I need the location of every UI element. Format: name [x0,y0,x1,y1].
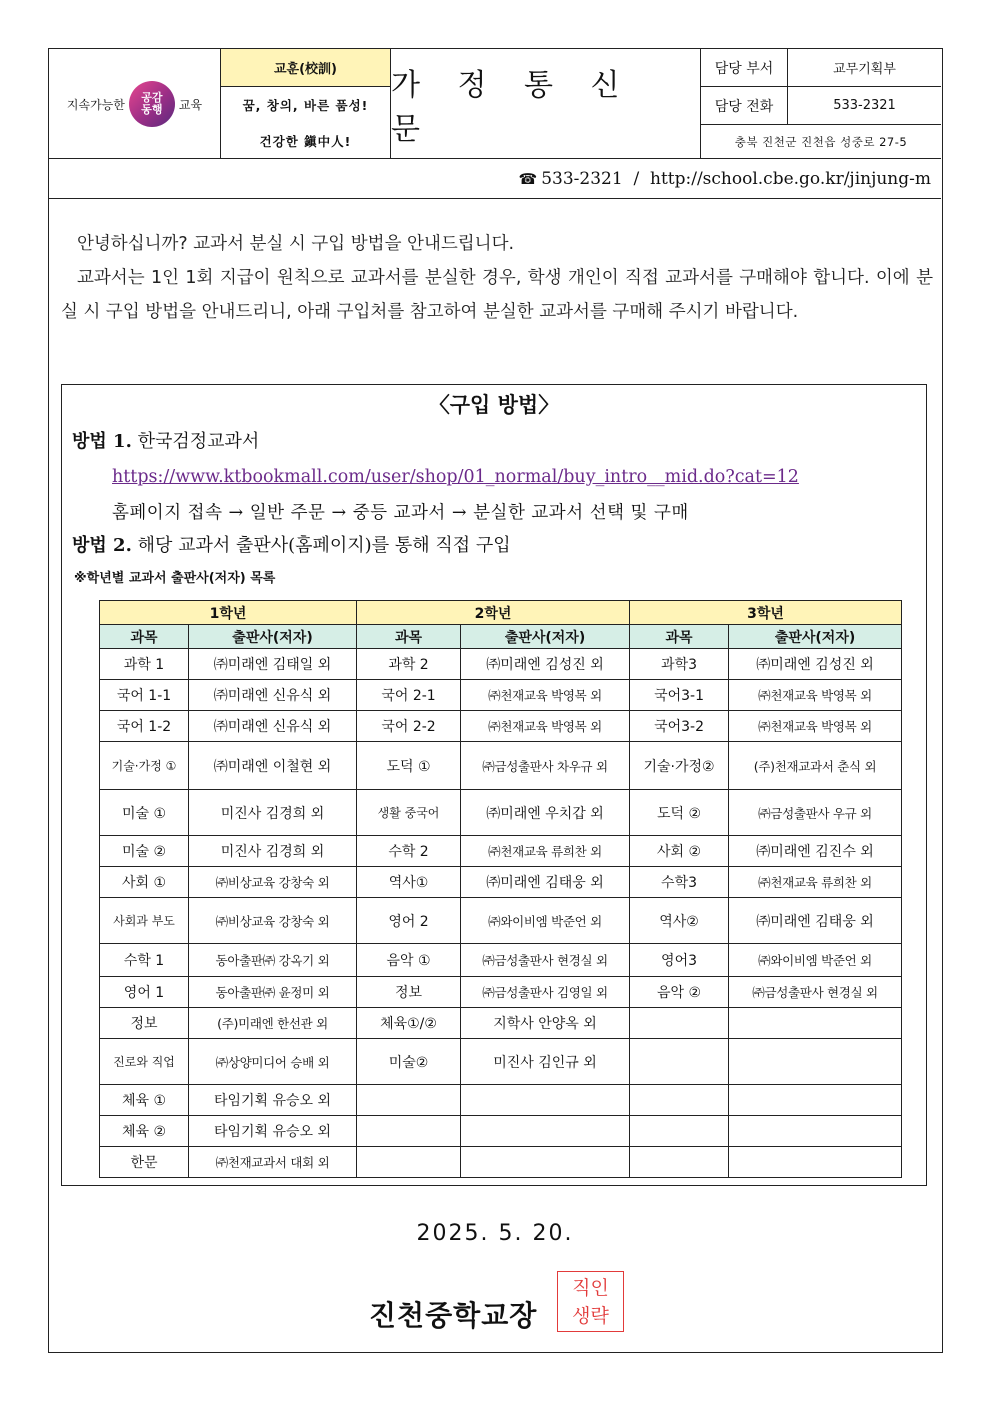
subject-cell: 미술 ② [100,836,189,867]
publisher-cell: ㈜천재교육 박영목 외 [461,680,630,711]
publisher-cell: ㈜천재교육 박영목 외 [729,680,902,711]
publisher-cell: 동아출판㈜ 강옥기 외 [189,944,357,977]
subject-cell [357,1116,461,1147]
principal-signature: 진천중학교장 [369,1299,538,1332]
subject-cell: 음악 ② [630,977,729,1008]
letterhead [49,49,941,159]
telephone-icon: ☎ [518,169,538,188]
subject-cell: 사회 ① [100,867,189,898]
subject-cell: 수학 2 [357,836,461,867]
method-2-text: 해당 교과서 출판사(홈페이지)를 통해 직접 구입 [131,535,511,556]
subject-cell: 국어 1-1 [100,680,189,711]
publisher-cell: 미진사 김인규 외 [461,1039,630,1085]
phone-label: 담당 전화 [701,87,788,124]
table-row [100,649,902,680]
publisher-cell: (주)미래엔 한선관 외 [189,1008,357,1039]
publisher-cell: ㈜미래엔 우치갑 외 [461,790,630,836]
subject-cell: 영어3 [630,944,729,977]
subject-cell: 생활 중국어 [357,790,461,836]
logo-badge-bottom: 동행 [141,103,163,116]
document-page [48,48,943,1353]
document-title: 가 정 통 신 문 [391,49,701,159]
publisher-cell [729,1039,902,1085]
publisher-cell: ㈜비상교육 강창숙 외 [189,867,357,898]
publisher-cell: ㈜미래엔 신유식 외 [189,680,357,711]
logo-text-right: 교육 [178,97,203,112]
subject-cell: 사회과 부도 [100,898,189,944]
subject-cell: 도덕 ① [357,742,461,790]
subject-cell: 미술② [357,1039,461,1085]
publisher-cell: ㈜와이비엠 박준언 외 [729,944,902,977]
school-logo [49,49,221,159]
col-subject: 과목 [630,625,729,649]
subject-cell: 음악 ① [357,944,461,977]
dept-label: 담당 부서 [701,49,788,86]
publisher-table [99,600,902,1178]
subject-cell: 사회 ② [630,836,729,867]
table-row [100,680,902,711]
table-row [100,790,902,836]
publisher-cell [461,1147,630,1178]
subject-cell: 기술·가정② [630,742,729,790]
subject-cell: 진로와 직업 [100,1039,189,1085]
subject-cell [630,1039,729,1085]
intro-text [61,227,933,329]
table-row [100,742,902,790]
school-address: 충북 진천군 진천읍 성중로 27-5 [734,135,908,149]
table-row [100,898,902,944]
publisher-cell: ㈜상양미디어 승배 외 [189,1039,357,1085]
subject-cell [357,1147,461,1178]
publisher-cell [729,1116,902,1147]
publisher-table-body [100,649,902,1178]
subject-cell: 수학 1 [100,944,189,977]
subject-cell [630,1116,729,1147]
publisher-cell: ㈜금성출판사 현경실 외 [461,944,630,977]
dept-value: 교무기획부 [833,62,896,77]
publisher-cell: ㈜금성출판사 차우규 외 [461,742,630,790]
publisher-cell: 타임기획 유승오 외 [189,1085,357,1116]
publisher-cell [729,1085,902,1116]
subject-cell: 역사① [357,867,461,898]
publisher-cell: 미진사 김경희 외 [189,836,357,867]
official-seal-stamp [557,1271,624,1332]
column-header-row [100,625,902,649]
subject-cell: 역사② [630,898,729,944]
table-row [100,836,902,867]
stamp-line-2: 생략 [572,1305,609,1327]
subject-cell: 국어 1-2 [100,711,189,742]
method-2-label: 방법 2. [72,535,132,556]
logo-text-left: 지속가능한 [66,97,125,112]
table-row [100,944,902,977]
publisher-cell: ㈜금성출판사 현경실 외 [729,977,902,1008]
subject-cell: 체육 ② [100,1116,189,1147]
subject-cell: 과학 1 [100,649,189,680]
publisher-cell [729,1147,902,1178]
publisher-cell: 미진사 김경희 외 [189,790,357,836]
grade-2-header: 2학년 [357,601,630,625]
publisher-cell: ㈜천재교육 박영목 외 [729,711,902,742]
subject-cell: 과학3 [630,649,729,680]
table-row [100,1147,902,1178]
subject-cell: 국어 2-1 [357,680,461,711]
publisher-cell: (주)천재교과서 춘식 외 [729,742,902,790]
method-1-text: 한국검정교과서 [131,431,260,452]
school-motto [221,49,391,159]
subject-cell: 한문 [100,1147,189,1178]
grade-3-header: 3학년 [630,601,902,625]
notice-date: 2025. 5. 20. [416,1221,574,1246]
publisher-cell: ㈜미래엔 김태웅 외 [729,898,902,944]
subject-cell: 미술 ① [100,790,189,836]
publisher-list-note: ※학년별 교과서 출판사(저자) 목록 [74,571,276,586]
grade-header-row [100,601,902,625]
table-row [100,1116,902,1147]
subject-cell: 과학 2 [357,649,461,680]
publisher-cell: ㈜미래엔 김태웅 외 [461,867,630,898]
intro-paragraph-1: 안녕하십니까? 교과서 분실 시 구입 방법을 안내드립니다. [77,234,515,254]
method-1 [72,427,259,453]
publisher-cell [461,1085,630,1116]
col-publisher: 출판사(저자) [729,625,902,649]
stamp-line-1: 직인 [572,1277,609,1299]
table-row [100,1085,902,1116]
col-subject: 과목 [357,625,461,649]
publisher-cell: ㈜비상교육 강창숙 외 [189,898,357,944]
subject-cell: 도덕 ② [630,790,729,836]
phone-row [701,87,941,125]
publisher-cell: ㈜미래엔 김태일 외 [189,649,357,680]
subject-cell: 국어3-2 [630,711,729,742]
publisher-cell [461,1116,630,1147]
purchase-steps: 홈페이지 접속 → 일반 주문 → 중등 교과서 → 분실한 교과서 선택 및 구매 [112,503,689,523]
subject-cell: 기술·가정 ① [100,742,189,790]
subject-cell [357,1085,461,1116]
publisher-cell: ㈜천재교육 류희찬 외 [729,867,902,898]
subject-cell: 체육 ① [100,1085,189,1116]
motto-line-1: 꿈, 창의, 바른 품성! [242,98,369,113]
col-subject: 과목 [100,625,189,649]
subject-cell: 정보 [100,1008,189,1039]
col-publisher: 출판사(저자) [189,625,357,649]
publisher-cell: ㈜미래엔 김진수 외 [729,836,902,867]
publisher-cell: ㈜천재교과서 대회 외 [189,1147,357,1178]
purchase-heading: 〈구입 방법〉 [428,393,560,417]
subject-cell: 정보 [357,977,461,1008]
publisher-cell: 타임기획 유승오 외 [189,1116,357,1147]
intro-paragraph-2: 교과서는 1인 1회 지급이 원칙으로 교과서를 분실한 경우, 학생 개인이 직접 교과서를 구매해야 합니다. 이에 분실 시 구입 방법을 안내드리니, 아래 구입처를 참고하여 분실한 교과서를 구매해 주시기 바랍니다. [61,268,933,322]
method-1-label: 방법 1. [72,431,132,452]
publisher-cell: ㈜미래엔 이철현 외 [189,742,357,790]
method-2 [72,531,511,557]
table-row [100,1039,902,1085]
subject-cell: 국어 2-2 [357,711,461,742]
table-row [100,711,902,742]
table-row [100,1008,902,1039]
publisher-cell: ㈜금성출판사 우규 외 [729,790,902,836]
publisher-cell: ㈜미래엔 신유식 외 [189,711,357,742]
col-publisher: 출판사(저자) [461,625,630,649]
publisher-cell: 지학사 안양옥 외 [461,1008,630,1039]
motto-line-2: 건강한 鎭中人! [259,134,352,149]
subject-cell: 영어 1 [100,977,189,1008]
logo-badge-top: 공감 [141,91,163,105]
ktbookmall-link[interactable]: https://www.ktbookmall.com/user/shop/01_normal/buy_intro__mid.do?cat=12 [112,467,799,487]
motto-label: 교훈(校訓) [221,49,390,87]
subject-cell: 체육①/② [357,1008,461,1039]
subject-cell: 국어3-1 [630,680,729,711]
purchase-method-box [61,384,927,1186]
logo-badge-icon [129,81,175,127]
publisher-cell: 동아출판㈜ 윤정미 외 [189,977,357,1008]
subject-cell: 수학3 [630,867,729,898]
dept-row [701,49,941,87]
publisher-cell: ㈜금성출판사 김영일 외 [461,977,630,1008]
table-row [100,867,902,898]
publisher-cell: ㈜미래엔 김성진 외 [729,649,902,680]
publisher-cell: ㈜천재교육 박영목 외 [461,711,630,742]
publisher-cell: ㈜천재교육 류희찬 외 [461,836,630,867]
contact-line [49,159,941,199]
contact-info-table [701,49,941,159]
subject-cell [630,1008,729,1039]
publisher-cell [729,1008,902,1039]
phone-value: 533-2321 [833,98,896,113]
contact-text: 533-2321 / http://school.cbe.go.kr/jinjung-m [541,168,931,189]
subject-cell [630,1147,729,1178]
subject-cell: 영어 2 [357,898,461,944]
subject-cell [630,1085,729,1116]
table-row [100,977,902,1008]
publisher-cell: ㈜미래엔 김성진 외 [461,649,630,680]
publisher-cell: ㈜와이비엠 박준언 외 [461,898,630,944]
grade-1-header: 1학년 [100,601,357,625]
